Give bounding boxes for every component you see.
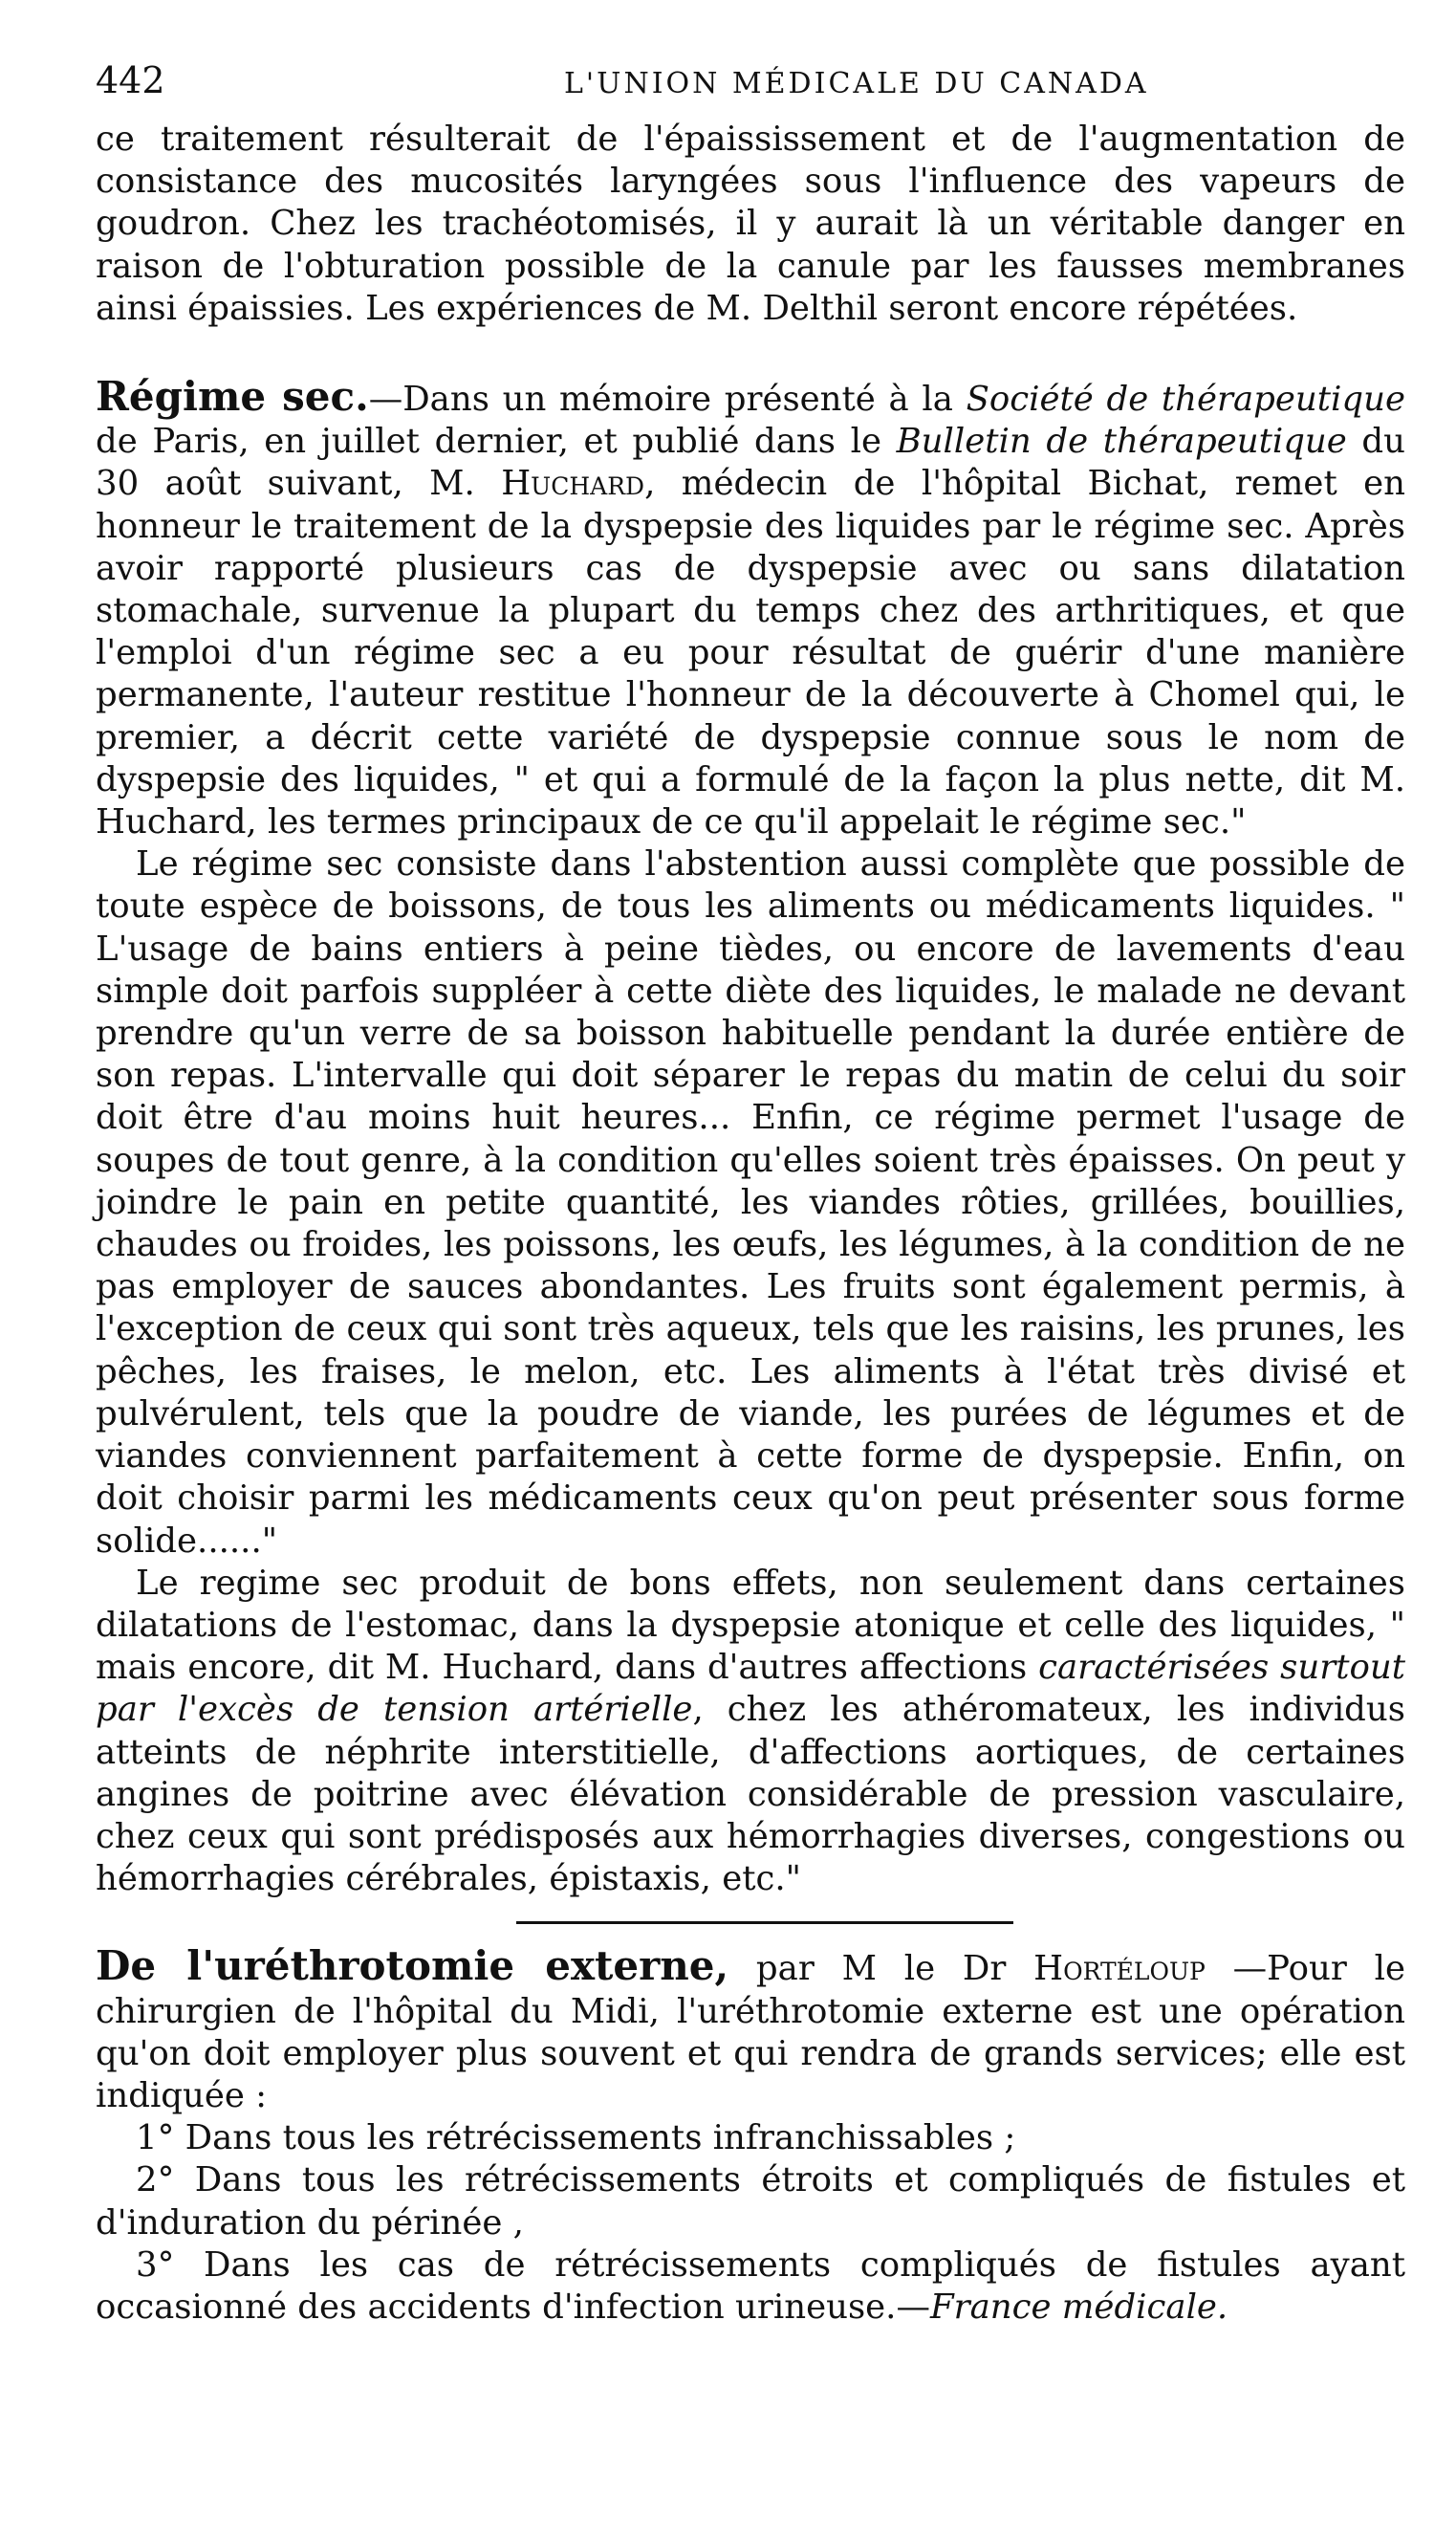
effects-text-a: Le regime sec produit de bons effets, non seulement dans certaines dilatations de l'estomac, dans la dyspepsie atonique et celle des liquides, " mais encore, dit M. Huchard, dans d'autres affections <box>96 1563 1405 1688</box>
section-heading-urethrotomie: De l'uréthrotomie externe, <box>96 1942 729 1990</box>
journal-title: L'UNION MÉDICALE DU CANADA <box>564 67 1149 100</box>
indication-item-3 <box>96 2244 1405 2329</box>
heading-dash: — <box>368 380 403 420</box>
author-horteloup: Hortéloup <box>1033 1949 1206 1989</box>
section-divider <box>516 1921 1013 1924</box>
section-urethrotomie <box>96 1942 1405 2117</box>
regime-text-c: du 30 août suivant, M. <box>96 422 1406 504</box>
urethro-byline: par M le Dr <box>728 1949 1034 1989</box>
effects-italic: caractérisées surtout par l'excès de tension artérielle <box>96 1648 1405 1730</box>
society-name: Société de thérapeutique <box>966 380 1405 420</box>
running-head <box>96 59 1405 105</box>
section-regime-sec <box>96 373 1406 843</box>
regime-text-a: Dans un mémoire présenté à la <box>402 380 967 420</box>
bulletin-name: Bulletin de thérapeutique <box>896 422 1347 462</box>
paragraph-regime-effects <box>96 1563 1405 1901</box>
regime-text-b: de Paris, en juillet dernier, et publié dans le <box>96 422 897 462</box>
urethro-intro: —Pour le chirurgien de l'hôpital du Midi, l'uréthrotomie externe est une opération qu'on doit employer plus souvent et qui rendra de grands services; elle est indiquée : <box>96 1949 1405 2115</box>
paragraph-goudron: ce traitement résulterait de l'épaississement et de l'augmentation de consistance des mucosités laryngées sous l'influence des vapeurs de goudron. Chez les trachéotomisés, il y aurait là un véritable danger en raison de l'obturation possible de la canule par les fausses membranes ainsi épaissies. Les expériences de M. Delthil seront encore répétées. <box>96 120 1405 328</box>
journal-page <box>96 59 1405 2329</box>
effects-text-b: , chez les athéromateux, les individus atteints de néphrite interstitielle, d'affections aortiques, de certaines angines de poitrine avec élévation considérable de pression vasculaire, chez ceux qui sont prédisposés aux hémorrhagies diverses, congestions ou hémorrhagies cérébrales, épistaxis, etc." <box>96 1690 1405 1899</box>
indication-item-1: 1° Dans tous les rétrécissements infranchissables ; <box>136 2118 1016 2158</box>
section-heading-regime-sec: Régime sec. <box>96 373 369 421</box>
item3-text: 3° Dans les cas de rétrécissements compliqués de fistules ayant occasionné des accidents d'infection urineuse.— <box>96 2244 1405 2327</box>
regime-text-d: , médecin de l'hôpital Bichat, remet en honneur le traitement de la dyspepsie des liquides par le régime sec. Après avoir rapporté plusieurs cas de dyspepsie avec ou sans dilatation stomachale, survenue la plupart du temps chez des arthritiques, et que l'emploi d'un régime sec a eu pour résultat de guérir d'une manière permanente, l'auteur restitue l'honneur de la découverte à Chomel qui, le premier, a décrit cette variété de dyspepsie connue sous le nom de dyspepsie des liquides, " et qui a formulé de la façon la plus nette, dit M. Huchard, les termes principaux de ce qu'il appelait le régime sec." <box>96 464 1405 843</box>
source-france-medicale: France médicale. <box>929 2287 1228 2327</box>
author-huchard: Huchard <box>501 464 645 504</box>
paragraph-regime-definition: Le régime sec consiste dans l'abstention aussi complète que possible de toute espèce de boissons, de tous les aliments ou médicaments liquides. " L'usage de bains entiers à peine tièdes, ou encore de lavements d'eau simple doit parfois suppléer à cette diète des liquides, le malade ne devant prendre qu'un verre de sa boisson habituelle pendant la durée entière de son repas. L'intervalle qui doit séparer le repas du matin de celui du soir doit être d'au moins huit heures... Enfin, ce régime permet l'usage de soupes de tout genre, à la condition qu'elles soient très épaisses. On peut y joindre le pain en petite quantité, les viandes rôties, grillées, bouillies, chaudes ou froides, les poissons, les œufs, les légumes, à la condition de ne pas employer de sauces abondantes. Les fruits sont également permis, à l'exception de ceux qui sont très aqueux, tels que les raisins, les prunes, les pêches, les fraises, le melon, etc. Les aliments à l'état très divisé et pulvérulent, tels que la poudre de viande, les purées de légumes et de viandes conviennent parfaitement à cette forme de dyspepsie. Enfin, on doit choisir parmi les médicaments ceux qu'on peut présenter sous forme solide......" <box>96 844 1405 1561</box>
indication-item-2: 2° Dans tous les rétrécissements étroits et compliqués de fistules et d'induration du périnée , <box>96 2160 1405 2243</box>
page-number: 442 <box>96 59 165 101</box>
